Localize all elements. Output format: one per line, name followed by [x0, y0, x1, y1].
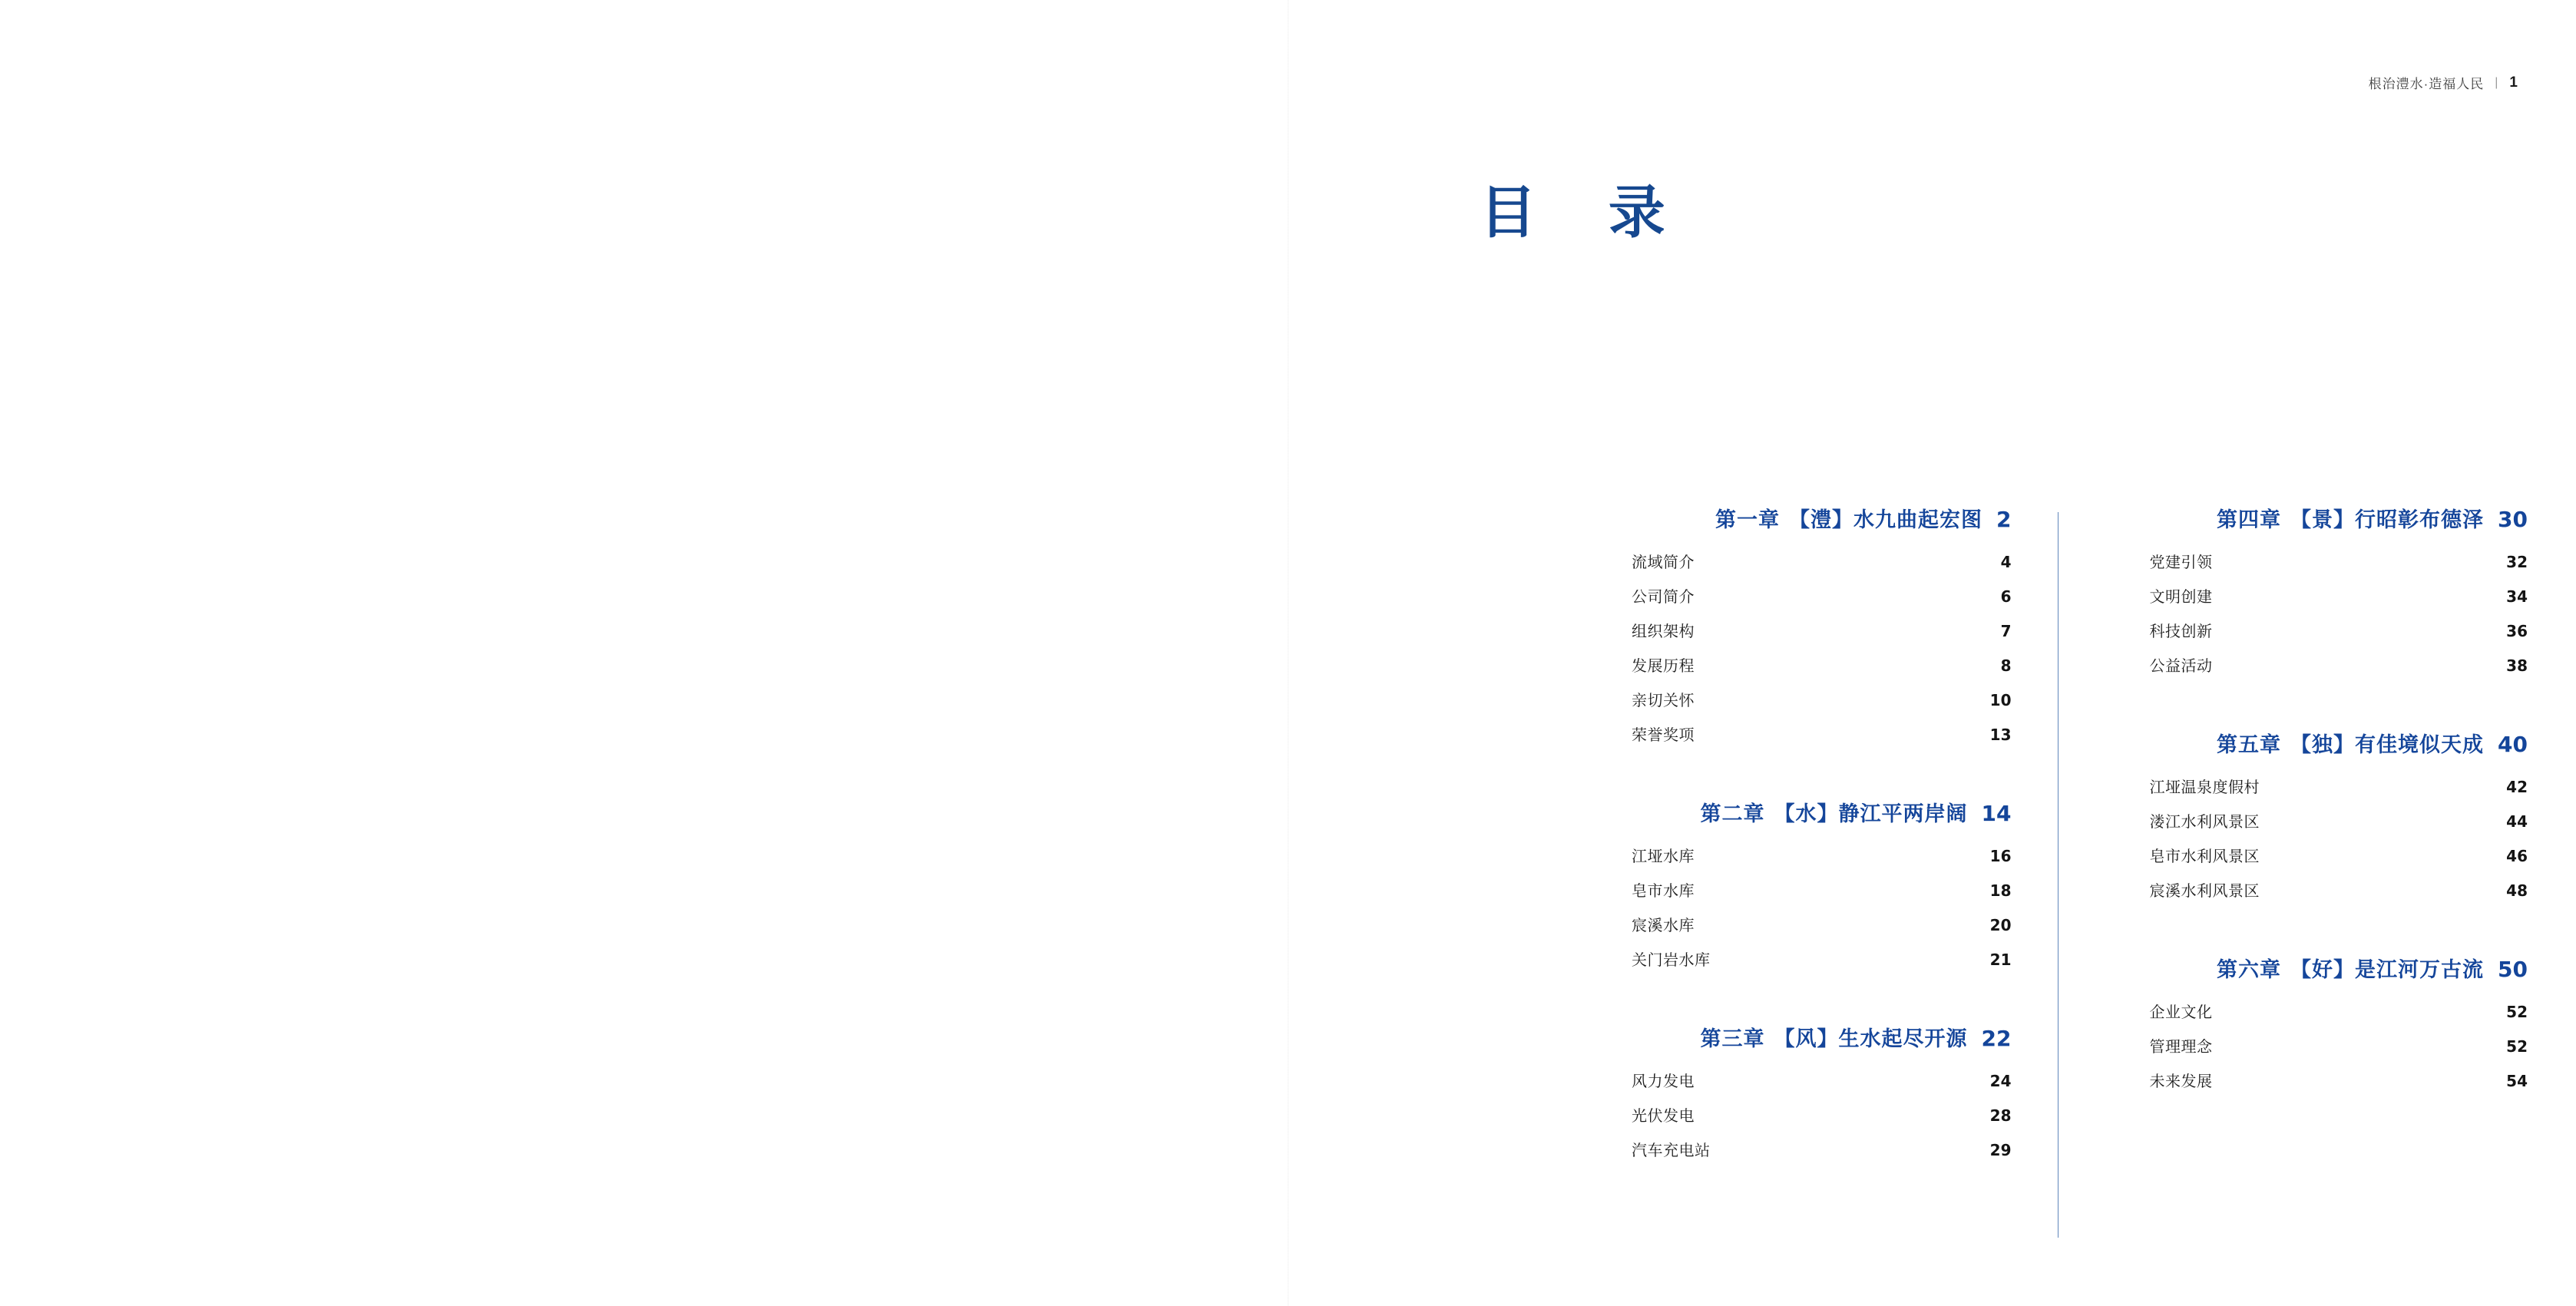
chapter-page-number: 2 [1996, 507, 2012, 532]
toc-entry-label: 皂市水库 [1632, 881, 1695, 900]
toc-entry-label: 未来发展 [2149, 1072, 2213, 1090]
toc-entry-label: 发展历程 [1632, 656, 1695, 675]
toc-entry[interactable] [1632, 1069, 2012, 1103]
chapter-title: 【独】有佳境似天成 [2290, 733, 2485, 757]
chapter-title: 【澧】水九曲起宏图 [1789, 508, 1983, 532]
toc-entry-label: 宸溪水库 [1632, 916, 1695, 934]
chapter-block [2103, 503, 2528, 688]
chapter-page-number: 50 [2498, 957, 2528, 982]
toc-entry[interactable] [1632, 688, 2012, 722]
toc-entry-label: 汽车充电站 [1632, 1141, 1711, 1159]
chapter-heading[interactable] [1587, 1022, 2012, 1052]
toc-entry[interactable] [2149, 1069, 2528, 1103]
toc-entry-page: 21 [1989, 951, 2012, 969]
toc-entry-page: 7 [2000, 622, 2012, 640]
toc-entry-page: 34 [2506, 587, 2528, 606]
chapter-entry-list [2103, 1000, 2528, 1103]
toc-entry-page: 46 [2506, 847, 2528, 865]
chapter-heading[interactable] [2103, 728, 2528, 758]
chapter-number: 第五章 [2217, 733, 2282, 757]
toc-entry-label: 管理理念 [2149, 1037, 2213, 1056]
toc-entry-label: 关门岩水库 [1632, 951, 1711, 969]
toc-entry-page: 24 [1989, 1072, 2012, 1090]
chapter-block [2103, 728, 2528, 913]
toc-entry-label: 江垭水库 [1632, 847, 1695, 865]
page-right-toc [1288, 0, 2576, 1306]
toc-entry[interactable] [2149, 775, 2528, 809]
toc-entry[interactable] [1632, 1103, 2012, 1138]
chapter-page-number: 40 [2498, 732, 2528, 757]
chapter-number: 第一章 [1715, 508, 1781, 532]
toc-entry-page: 36 [2506, 622, 2528, 640]
toc-entry-page: 8 [2000, 656, 2012, 675]
toc-entry-page: 16 [1989, 847, 2012, 865]
toc-entry-page: 10 [1989, 691, 2012, 709]
running-header-separator: | [2495, 75, 2499, 89]
chapter-page-number: 30 [2498, 507, 2528, 532]
toc-entry-page: 52 [2506, 1003, 2528, 1021]
chapter-title: 【景】行昭彰布德泽 [2290, 508, 2485, 532]
toc-entry-label: 党建引领 [2149, 553, 2213, 571]
page-folio-number: 1 [2509, 74, 2518, 91]
toc-entry[interactable] [1632, 947, 2012, 982]
toc-entry[interactable] [1632, 844, 2012, 878]
chapter-title: 【风】生水起尽开源 [1774, 1027, 1968, 1051]
toc-entry-label: 公益活动 [2149, 656, 2213, 675]
toc-entry[interactable] [2149, 878, 2528, 913]
toc-entry[interactable] [1632, 913, 2012, 947]
chapter-entry-list [1587, 844, 2012, 982]
chapter-number: 第六章 [2217, 958, 2282, 982]
toc-entry[interactable] [1632, 722, 2012, 757]
toc-entry-label: 公司简介 [1632, 587, 1695, 606]
toc-entry[interactable] [2149, 1000, 2528, 1034]
chapter-entry-list [1587, 550, 2012, 757]
chapter-heading[interactable] [1587, 797, 2012, 827]
chapter-number: 第三章 [1700, 1027, 1765, 1051]
page-title: 目 录 [1480, 180, 1691, 246]
toc-entry-page: 48 [2506, 881, 2528, 900]
toc-entry-label: 亲切关怀 [1632, 691, 1695, 709]
toc-entry[interactable] [2149, 619, 2528, 653]
toc-entry-label: 江垭温泉度假村 [2149, 778, 2260, 796]
chapter-title: 【好】是江河万古流 [2290, 958, 2485, 982]
toc-entry-page: 13 [1989, 726, 2012, 744]
toc-entry-page: 28 [1989, 1106, 2012, 1125]
toc-entry[interactable] [2149, 844, 2528, 878]
chapter-number: 第二章 [1700, 802, 1765, 826]
toc-entry-label: 宸溪水利风景区 [2149, 881, 2260, 900]
toc-entry[interactable] [2149, 550, 2528, 584]
toc-entry[interactable] [1632, 653, 2012, 688]
chapter-entry-list [1587, 1069, 2012, 1172]
running-header [2369, 73, 2518, 92]
toc-entry[interactable] [1632, 1138, 2012, 1172]
chapter-block [2103, 953, 2528, 1103]
chapter-block [1587, 797, 2012, 982]
toc-entry-page: 42 [2506, 778, 2528, 796]
chapter-page-number: 14 [1981, 801, 2012, 826]
chapter-page-number: 22 [1981, 1026, 2012, 1051]
chapter-entry-list [2103, 550, 2528, 688]
toc-entry-page: 6 [2000, 587, 2012, 606]
toc-entry[interactable] [1632, 550, 2012, 584]
running-header-slogan: 根治澧水·造福人民 [2368, 77, 2485, 91]
toc-entry[interactable] [1632, 878, 2012, 913]
toc-column-left [1587, 503, 2058, 1247]
toc-entry-label: 荣誉奖项 [1632, 726, 1695, 744]
toc-entry-label: 溇江水利风景区 [2149, 812, 2260, 831]
toc-entry-page: 44 [2506, 812, 2528, 831]
chapter-number: 第四章 [2217, 508, 2282, 532]
toc-entry-label: 风力发电 [1632, 1072, 1695, 1090]
chapter-heading[interactable] [2103, 503, 2528, 533]
toc-entry-page: 38 [2506, 656, 2528, 675]
toc-columns [1587, 503, 2528, 1247]
chapter-heading[interactable] [2103, 953, 2528, 983]
toc-entry-page: 54 [2506, 1072, 2528, 1090]
toc-entry-label: 企业文化 [2149, 1003, 2213, 1021]
chapter-heading[interactable] [1587, 503, 2012, 533]
toc-entry-label: 光伏发电 [1632, 1106, 1695, 1125]
toc-entry[interactable] [2149, 584, 2528, 619]
toc-entry-page: 18 [1989, 881, 2012, 900]
chapter-title: 【水】静江平两岸阔 [1774, 802, 1968, 826]
page-gutter-shadow [1288, 0, 1289, 1306]
toc-entry-page: 52 [2506, 1037, 2528, 1056]
toc-entry[interactable] [1632, 584, 2012, 619]
toc-entry[interactable] [2149, 1034, 2528, 1069]
chapter-entry-list [2103, 775, 2528, 913]
toc-entry-page: 4 [2000, 553, 2012, 571]
toc-entry-label: 文明创建 [2149, 587, 2213, 606]
toc-entry-page: 20 [1989, 916, 2012, 934]
chapter-block [1587, 503, 2012, 757]
toc-entry-label: 皂市水利风景区 [2149, 847, 2260, 865]
toc-entry[interactable] [1632, 619, 2012, 653]
chapter-block [1587, 1022, 2012, 1172]
toc-entry-page: 29 [1989, 1141, 2012, 1159]
toc-entry[interactable] [2149, 653, 2528, 688]
toc-entry[interactable] [2149, 809, 2528, 844]
toc-column-right [2058, 503, 2528, 1247]
toc-entry-label: 组织架构 [1632, 622, 1695, 640]
toc-entry-label: 流域简介 [1632, 553, 1695, 571]
toc-entry-label: 科技创新 [2149, 622, 2213, 640]
toc-entry-page: 32 [2506, 553, 2528, 571]
